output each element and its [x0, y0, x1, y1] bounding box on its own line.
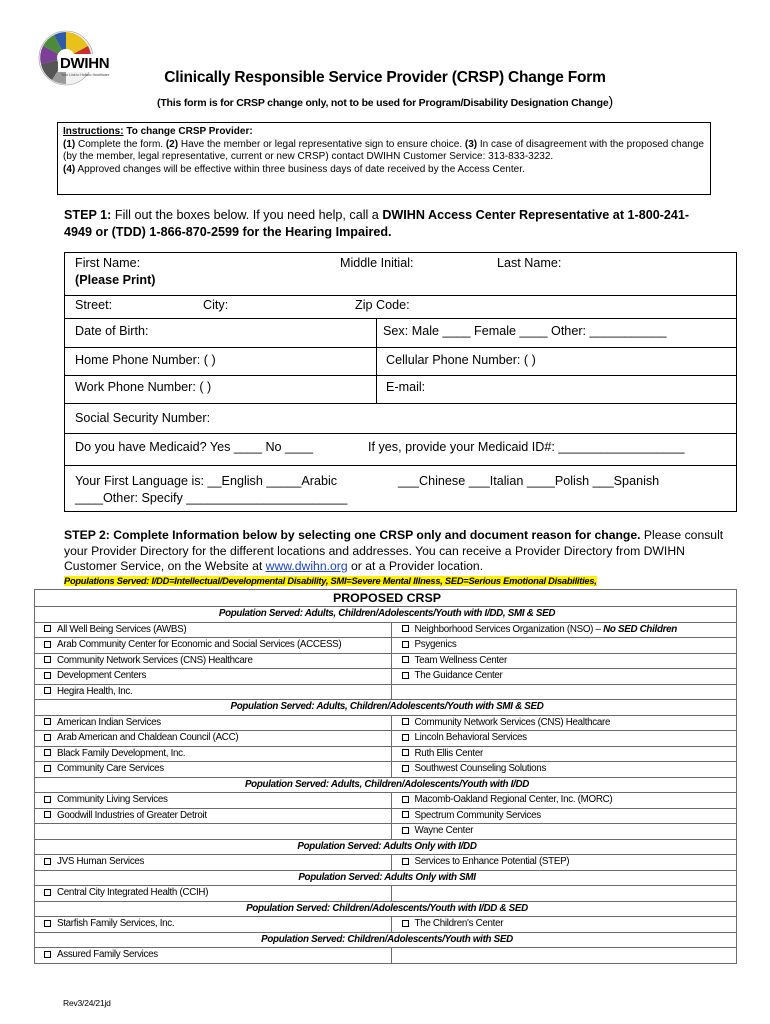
- table-row: [35, 808, 737, 824]
- table-row: [35, 762, 737, 778]
- step1-label: STEP 1:: [64, 208, 112, 222]
- provider-label: Wayne Center: [414, 825, 474, 836]
- form-row-language: [65, 465, 736, 512]
- crsp-table: [34, 589, 737, 964]
- step1-body: Fill out the boxes below. If you need help, call a: [111, 208, 383, 222]
- instr-num-2: (2): [165, 138, 179, 150]
- logo-text: DWIHN: [60, 55, 110, 72]
- language-options-1[interactable]: Your First Language is: __English _____Arabic: [75, 474, 338, 488]
- table-row: [35, 715, 737, 731]
- language-options-2[interactable]: ___Chinese ___Italian ____Polish ___Spanish: [398, 474, 660, 488]
- checkbox[interactable]: [44, 889, 51, 896]
- provider-label: Community Living Services: [57, 794, 168, 805]
- provider-label: JVS Human Services: [57, 856, 145, 867]
- middle-initial-field[interactable]: Middle Initial:: [340, 256, 414, 270]
- last-name-field[interactable]: Last Name:: [497, 256, 562, 270]
- form-row-phone: [65, 347, 736, 375]
- table-row: [35, 638, 737, 654]
- table-row: [35, 886, 737, 902]
- checkbox[interactable]: [44, 718, 51, 725]
- instr-text-2: Have the member or legal representative sign to ensure choice.: [178, 138, 465, 150]
- proposed-crsp-header: PROPOSED CRSP: [35, 590, 737, 607]
- home-phone-field[interactable]: Home Phone Number: ( ): [75, 353, 216, 367]
- form-row-address: [65, 295, 736, 318]
- provider-label: Macomb-Oakland Regional Center, Inc. (MORC): [414, 794, 613, 805]
- city-field[interactable]: City:: [203, 298, 229, 312]
- work-phone-field[interactable]: Work Phone Number: ( ): [75, 380, 212, 394]
- checkbox[interactable]: [44, 920, 51, 927]
- step1-text: [64, 207, 714, 241]
- checkbox[interactable]: [402, 858, 409, 865]
- table-row: [35, 622, 737, 638]
- checkbox[interactable]: [402, 656, 409, 663]
- checkbox[interactable]: [44, 951, 51, 958]
- checkbox[interactable]: [402, 796, 409, 803]
- step2-body-end: or at a Provider location.: [347, 559, 484, 573]
- provider-label: Central City Integrated Health (CCIH): [57, 887, 209, 898]
- form-row-dob: [65, 318, 736, 347]
- instructions-heading-rest: To change CRSP Provider:: [123, 126, 253, 137]
- checkbox[interactable]: [44, 765, 51, 772]
- step2-text: [64, 528, 724, 575]
- table-row: [35, 917, 737, 933]
- language-other[interactable]: ____Other: Specify _______________________: [75, 491, 348, 505]
- revision-footer: Rev3/24/21jd: [63, 998, 111, 1008]
- table-row: [35, 653, 737, 669]
- provider-label: Arab Community Center for Economic and Social Services (ACCESS): [57, 639, 342, 650]
- checkbox[interactable]: [402, 718, 409, 725]
- zip-field[interactable]: Zip Code:: [355, 298, 410, 312]
- step2-body: Please consult your Provider Directory for the different locations and addresses. You can receive a Provider Directory from DWIHN Customer Service, on the Website at: [64, 528, 724, 573]
- checkbox[interactable]: [402, 765, 409, 772]
- checkbox[interactable]: [402, 920, 409, 927]
- checkbox[interactable]: [402, 749, 409, 756]
- instr-text-1: Complete the form.: [75, 138, 166, 150]
- medicaid-id-field[interactable]: If yes, provide your Medicaid ID#: __________________: [368, 440, 685, 454]
- cell-phone-field[interactable]: Cellular Phone Number: ( ): [386, 353, 536, 367]
- please-print-label: (Please Print): [75, 273, 156, 287]
- checkbox[interactable]: [402, 811, 409, 818]
- checkbox[interactable]: [402, 625, 409, 632]
- form-row-work: [65, 375, 736, 403]
- step1-phone: DWIHN Access Center Representative at 1-800-241-4949 or (TDD) 1-866-870-2599 for the Hearing Impaired.: [64, 208, 690, 239]
- population-header: Population Served: Adults Only with SMI: [35, 870, 737, 886]
- member-info-form: [64, 252, 737, 512]
- instructions-heading: Instructions:: [63, 126, 124, 137]
- instr-num-3: (3): [464, 138, 478, 150]
- provider-label: Arab American and Chaldean Council (ACC): [57, 732, 239, 743]
- checkbox[interactable]: [44, 858, 51, 865]
- provider-label: Psygenics: [414, 639, 457, 650]
- checkbox[interactable]: [44, 672, 51, 679]
- medicaid-question[interactable]: Do you have Medicaid? Yes ____ No ____: [75, 440, 314, 454]
- provider-label: Starfish Family Services, Inc.: [57, 918, 175, 929]
- provider-label: Community Care Services: [57, 763, 164, 774]
- sex-field[interactable]: Sex: Male ____ Female ____ Other: ___________: [383, 324, 667, 338]
- table-row: [35, 824, 737, 840]
- checkbox[interactable]: [44, 749, 51, 756]
- populations-legend: Populations Served: I/DD=Intellectual/Developmental Disability, SMI=Severe Mental Illness, SED=Serious Emotional Disabilities,: [64, 576, 597, 586]
- provider-label: Team Wellness Center: [414, 654, 507, 666]
- checkbox[interactable]: [402, 641, 409, 648]
- checkbox[interactable]: [402, 672, 409, 679]
- instr-num-1: (1): [63, 138, 76, 150]
- form-row-name: [65, 253, 736, 295]
- subtitle-text: This form is for CRSP change only, not to be used for Program/Disability Designation Change: [160, 97, 609, 109]
- provider-label: Spectrum Community Services: [414, 809, 541, 821]
- checkbox[interactable]: [44, 625, 51, 632]
- step2-heading: STEP 2: Complete Information below by selecting one CRSP only and document reason for change.: [64, 528, 641, 542]
- first-name-field[interactable]: First Name:: [75, 256, 141, 270]
- form-title: Clinically Responsible Service Provider (CRSP) Change Form: [164, 69, 606, 86]
- checkbox[interactable]: [44, 811, 51, 818]
- table-row: [35, 684, 737, 700]
- dwihn-website-link[interactable]: www.dwihn.org: [265, 559, 348, 573]
- street-field[interactable]: Street:: [75, 298, 113, 312]
- population-header: Population Served: Children/Adolescents/Youth with I/DD & SED: [35, 901, 737, 917]
- checkbox[interactable]: [402, 827, 409, 834]
- provider-label: Assured Family Services: [57, 949, 158, 960]
- provider-label: American Indian Services: [57, 716, 161, 728]
- email-field[interactable]: E-mail:: [386, 380, 426, 394]
- population-header: Population Served: Children/Adolescents/Youth with SED: [35, 932, 737, 948]
- checkbox[interactable]: [44, 656, 51, 663]
- instr-num-4: (4): [63, 163, 76, 175]
- instr-text-3: In case of disagreement with the proposed change (by the member, legal representative, current or new CRSP) contact DWIHN Customer Service: 313-833-3232.: [63, 138, 704, 162]
- provider-label: Development Centers: [57, 670, 147, 681]
- form-row-ssn: [65, 403, 736, 433]
- logo-tagline: Your Link to Holistic Healthcare: [61, 73, 110, 77]
- provider-label: The Guidance Center: [414, 670, 503, 681]
- provider-label: The Children's Center: [414, 918, 504, 929]
- no-sed-note: No SED Children: [603, 623, 677, 635]
- provider-label: Services to Enhance Potential (STEP): [414, 856, 570, 867]
- provider-label: Neighborhood Services Organization (NSO) –: [414, 623, 604, 635]
- table-row: [35, 948, 737, 964]
- population-header: Population Served: Adults, Children/Adolescents/Youth with SMI & SED: [35, 700, 737, 716]
- instructions-box: [57, 122, 711, 195]
- table-row: [35, 855, 737, 871]
- checkbox[interactable]: [44, 734, 51, 741]
- checkbox[interactable]: [44, 796, 51, 803]
- form-subtitle: (This form is for CRSP change only, not to be used for Program/Disability Designation Change): [157, 93, 613, 109]
- provider-label: Lincoln Behavioral Services: [414, 732, 527, 743]
- provider-label: All Well Being Services (AWBS): [57, 623, 187, 635]
- table-row: [35, 669, 737, 685]
- form-row-medicaid: [65, 433, 736, 465]
- population-header: Population Served: Adults, Children/Adolescents/Youth with I/DD, SMI & SED: [35, 607, 737, 623]
- provider-label: Southwest Counseling Solutions: [414, 763, 547, 774]
- population-header: Population Served: Adults Only with I/DD: [35, 839, 737, 855]
- table-row: [35, 731, 737, 747]
- provider-label: Black Family Development, Inc.: [57, 747, 186, 759]
- instr-text-4: Approved changes will be effective within three business days of date received by the Access Center.: [75, 163, 525, 175]
- table-row: [35, 793, 737, 809]
- checkbox[interactable]: [44, 641, 51, 648]
- ssn-field[interactable]: Social Security Number:: [75, 411, 211, 425]
- population-header: Population Served: Adults, Children/Adolescents/Youth with I/DD: [35, 777, 737, 793]
- table-row: [35, 746, 737, 762]
- dob-field[interactable]: Date of Birth:: [75, 324, 149, 338]
- provider-label: Ruth Ellis Center: [414, 747, 483, 759]
- provider-label: Community Network Services (CNS) Healthcare: [414, 716, 611, 728]
- provider-label: Community Network Services (CNS) Healthcare: [57, 654, 253, 666]
- checkbox[interactable]: [44, 687, 51, 694]
- provider-label: Goodwill Industries of Greater Detroit: [57, 809, 207, 821]
- checkbox[interactable]: [402, 734, 409, 741]
- provider-label: Hegira Health, Inc.: [57, 685, 133, 697]
